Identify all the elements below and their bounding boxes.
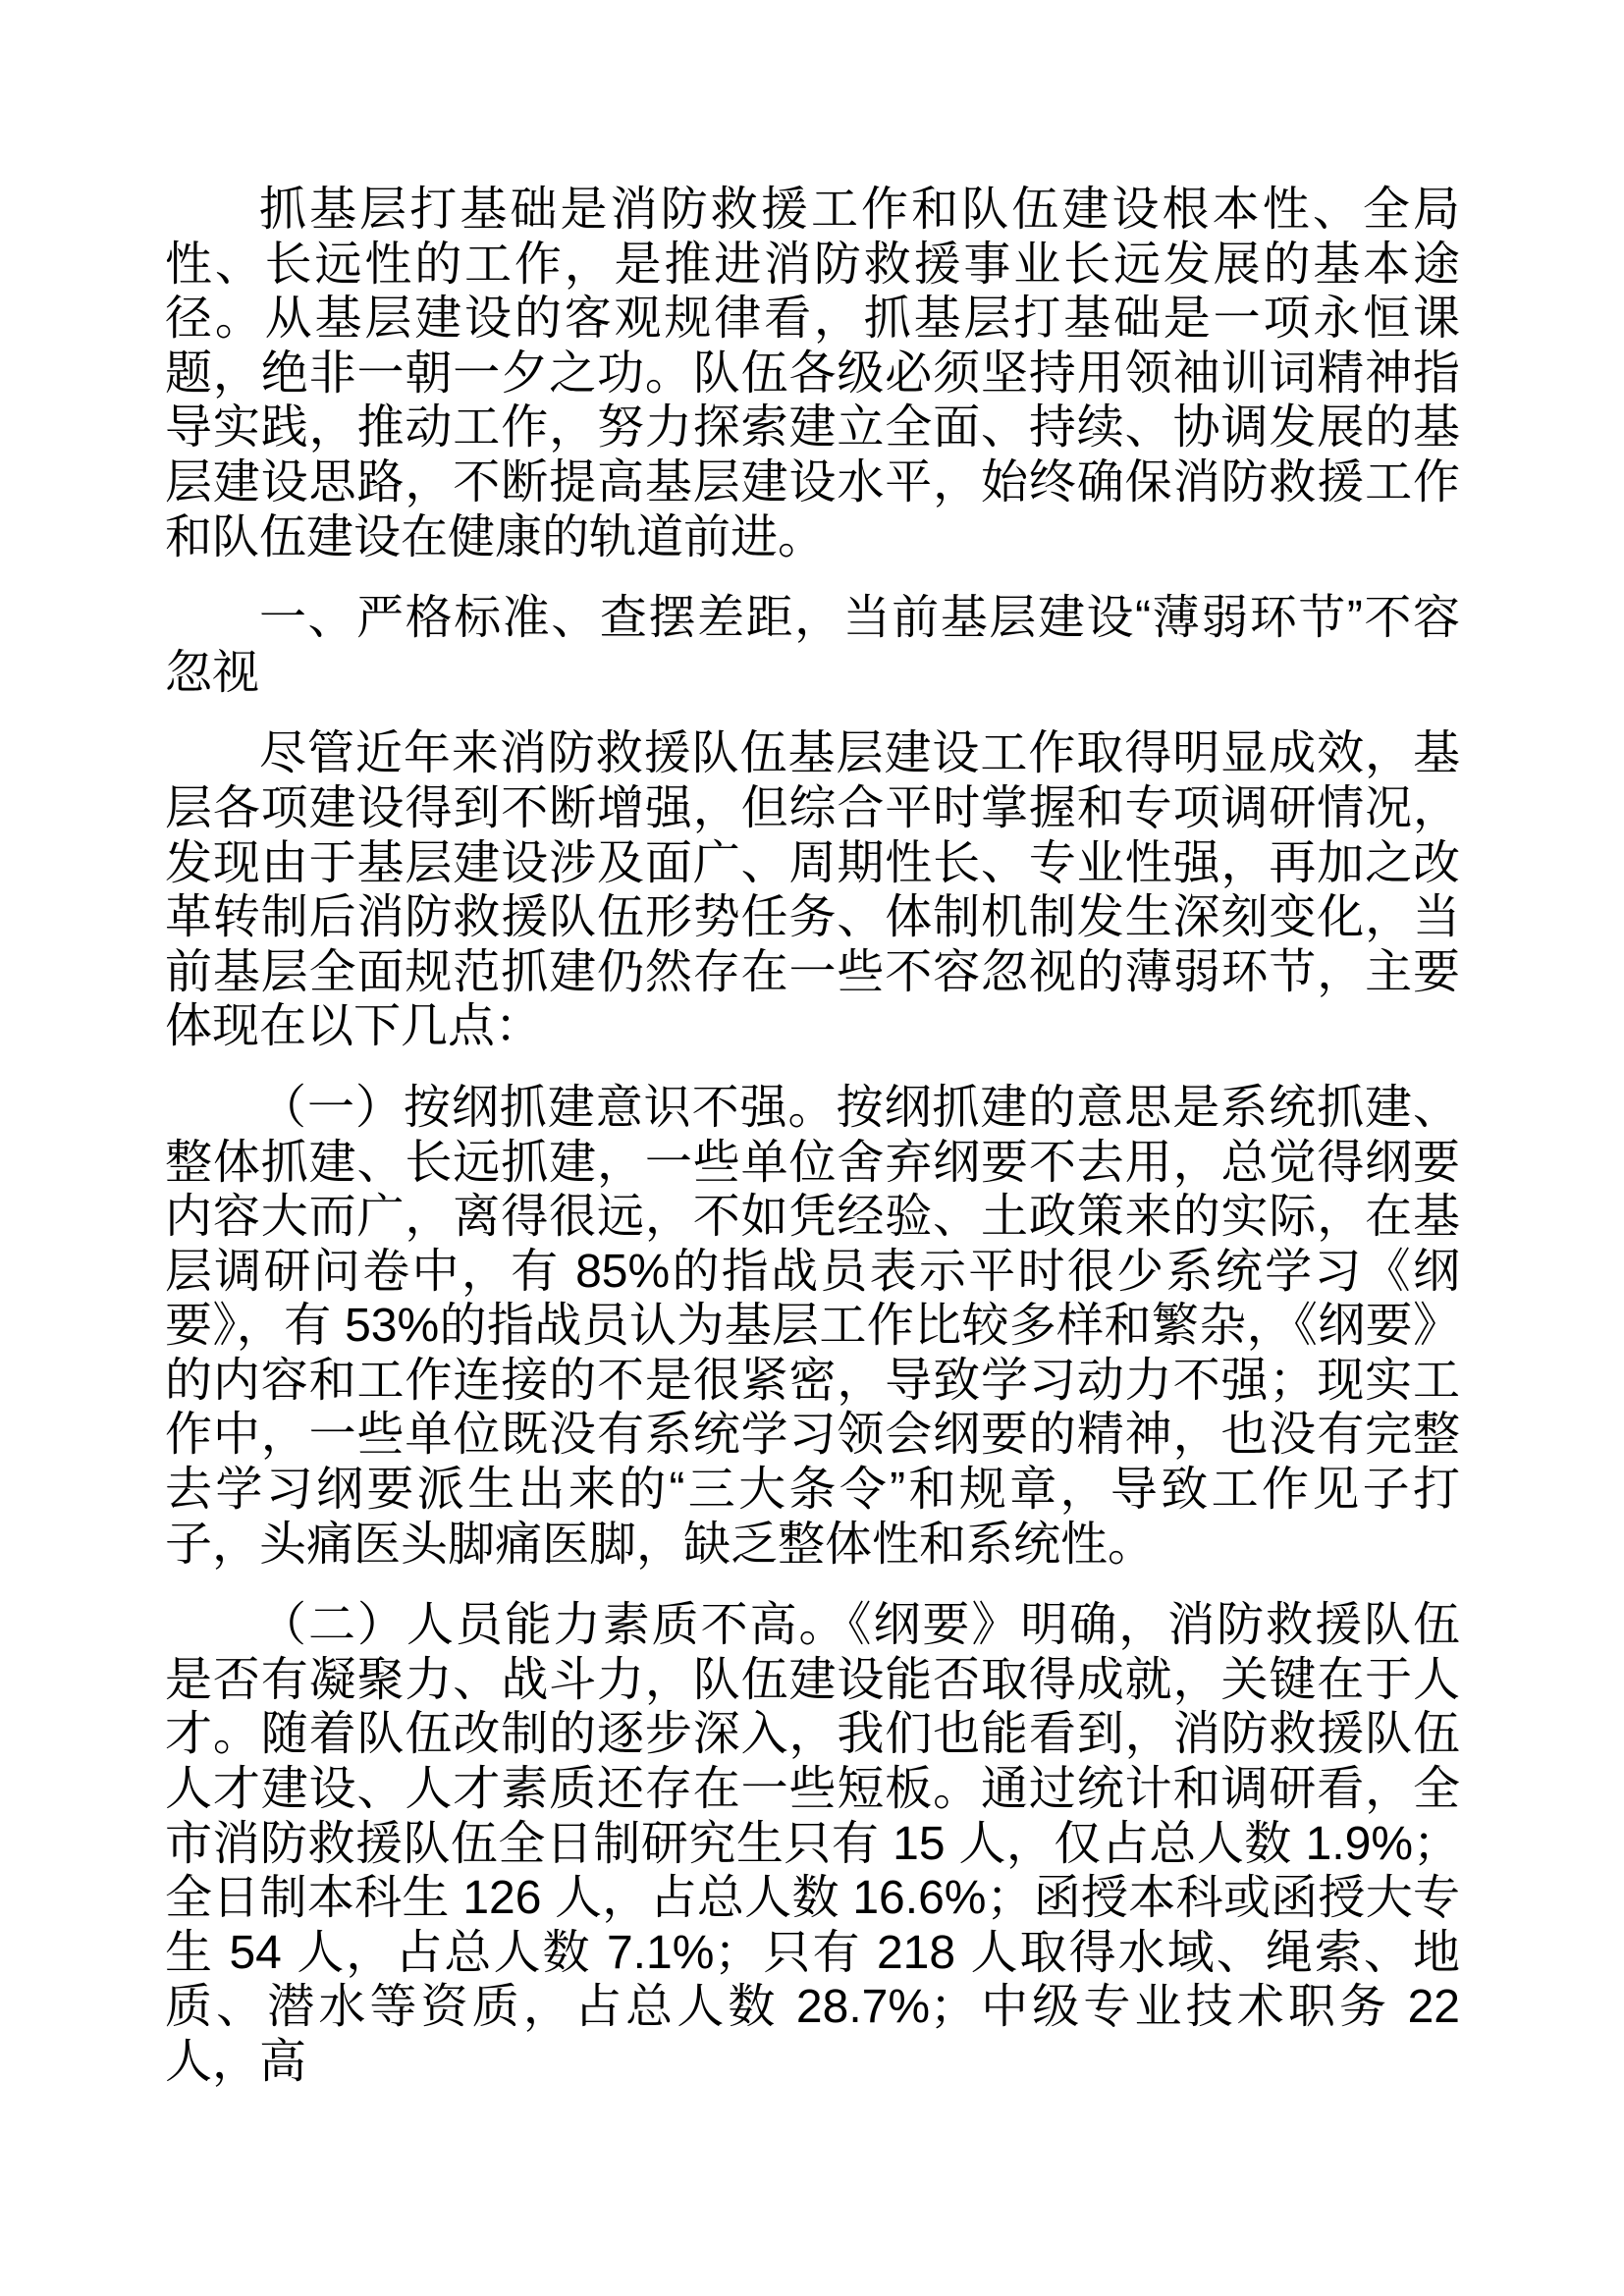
paragraph-overview: 尽管近年来消防救援队伍基层建设工作取得明显成效，基层各项建设得到不断增强，但综合平时掌握和专项调研情况，发现由于基层建设涉及面广、周期性长、专业性强，再加之改革转制后消防救援队伍形势任务、体制机制发生深刻变化，当前基层全面规范抓建仍然存在一些不容忽视的薄弱环节，主要体现在以下几点： xyxy=(165,727,1460,1053)
paragraph-intro: 抓基层打基础是消防救援工作和队伍建设根本性、全局性、长远性的工作，是推进消防救援事业长远发展的基本途径。从基层建设的客观规律看，抓基层打基础是一项永恒课题，绝非一朝一夕之功。队伍各级必须坚持用领袖训词精神指导实践，推动工作，努力探索建立全面、持续、协调发展的基层建设思路，不断提高基层建设水平，始终确保消防救援工作和队伍建设在健康的轨道前进。 xyxy=(165,184,1460,563)
paragraph-point-1: （一）按纲抓建意识不强。按纲抓建的意思是系统抓建、整体抓建、长远抓建，一些单位舍弃纲要不去用，总觉得纲要内容大而广，离得很远，不如凭经验、土政策来的实际，在基层调研问卷中，有 85%的指战员表示平时很少系统学习《纲要》，有 53%的指战员认为基层工作比较多样和繁杂，《纲要》的内容和工作连接的不是很紧密，导致学习动力不强；现实工作中，一些单位既没有系统学习领会纲要的精神，也没有完整去学习纲要派生出来的“三大条令”和规章，导致工作见子打子，头痛医头脚痛医脚，缺乏整体性和系统性。 xyxy=(165,1081,1460,1571)
document-body xyxy=(165,183,1460,2116)
section-heading-1: 一、严格标准、查摆差距，当前基层建设“薄弱环节”不容忽视 xyxy=(165,592,1460,699)
paragraph-point-2: （二）人员能力素质不高。《纲要》明确，消防救援队伍是否有凝聚力、战斗力，队伍建设能否取得成就，关键在于人才。随着队伍改制的逐步深入，我们也能看到，消防救援队伍人才建设、人才素质还存在一些短板。通过统计和调研看，全市消防救援队伍全日制研究生只有 15 人，仅占总人数 1.9%；全日制本科生 126 人，占总人数 16.6%；函授本科或函授大专生 54 人，占总人数 7.1%；只有 218 人取得水域、绳索、地质、潜水等资质，占总人数 28.7%；中级专业技术职务 22 人，高 xyxy=(165,1599,1460,2088)
